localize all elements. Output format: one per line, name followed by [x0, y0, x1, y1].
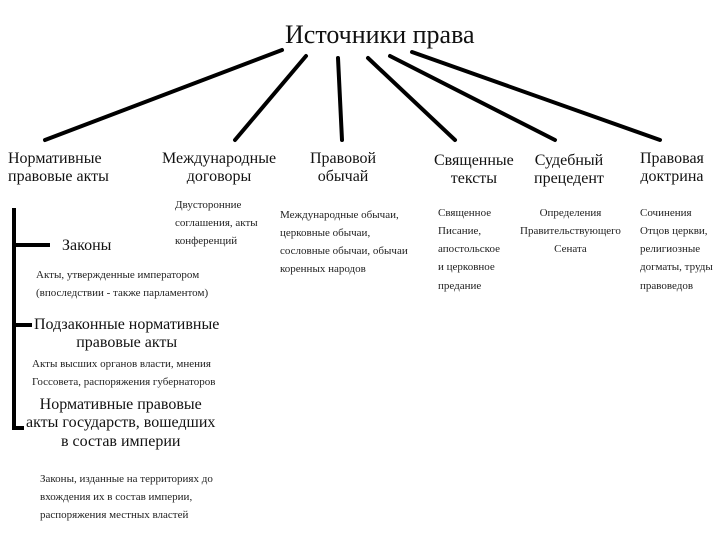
detail-line: (впоследствии - также парламентом) [36, 287, 209, 300]
column-legal-doctrine-heading [640, 150, 704, 187]
detail-line: коренных народов [280, 263, 366, 276]
heading-line: Подзаконные нормативные [34, 316, 220, 333]
detail-line: сословные обычаи, обычаи [280, 245, 408, 258]
detail-line: церковные обычаи, [280, 227, 371, 240]
detail-line: предание [438, 279, 482, 292]
column-judicial-precedent-heading [534, 152, 604, 189]
heading-line: правовые акты [76, 334, 178, 352]
sub-item-annexed-states-acts-heading [26, 396, 215, 451]
detail-line: религиозные [640, 243, 701, 256]
connector-to-legal-custom [338, 58, 342, 140]
heading-line: доктрина [640, 168, 704, 186]
detail-line: вхождения их в состав империи, [40, 491, 193, 504]
heading-line: Правовой [310, 150, 377, 167]
detail-line: Акты, утвержденные императором [36, 269, 200, 281]
detail-line: правоведов [640, 279, 694, 292]
detail-line: Госсовета, распоряжения губернаторов [32, 376, 216, 389]
detail-line: Акты высших органов власти, мнения [32, 358, 211, 370]
connector-to-international-treaties [235, 56, 306, 140]
detail-line: Определения [539, 207, 602, 219]
connector-to-sacred-texts [368, 58, 455, 140]
connector-to-legal-doctrine [412, 52, 660, 140]
sub-item-bylaws-heading [34, 316, 219, 353]
heading-line: правовые акты [8, 168, 109, 186]
sub-item-bylaws-details [32, 355, 215, 391]
connector-to-judicial-precedent [390, 56, 555, 140]
heading-line: обычай [317, 168, 369, 186]
detail-line: Двусторонние [175, 199, 242, 211]
column-sacred-texts-details [438, 204, 500, 295]
heading-line: Правовая [640, 150, 704, 167]
detail-line: Правительствующего [520, 225, 621, 238]
detail-line: Отцов церкви, [640, 225, 708, 238]
heading-line: прецедент [534, 170, 604, 188]
sub-item-annexed-states-acts-details [40, 470, 213, 524]
detail-line: Сочинения [640, 207, 692, 219]
heading-line: Судебный [534, 152, 604, 169]
detail-line: Законы, изданные на территориях до [40, 473, 213, 485]
column-legal-custom-heading [310, 150, 376, 187]
column-sacred-texts-heading [434, 152, 514, 189]
column-legal-custom-details [280, 206, 408, 279]
detail-line: догматы, труды [640, 261, 713, 274]
diagram-title: Источники права [285, 20, 475, 49]
heading-line: акты государств, вошедших [26, 414, 216, 432]
detail-line: конференций [175, 235, 238, 248]
heading-line: Законы [62, 237, 112, 254]
column-international-treaties-details [175, 196, 258, 250]
detail-line: Международные обычаи, [280, 209, 399, 221]
detail-line: соглашения, акты [175, 217, 258, 230]
detail-line: Писание, [438, 225, 482, 238]
heading-line: Нормативные [8, 150, 102, 167]
detail-line: распоряжения местных властей [40, 509, 189, 522]
column-legal-doctrine-details [640, 204, 713, 295]
column-international-treaties-heading [162, 150, 276, 187]
column-normative-acts-heading [8, 150, 109, 187]
detail-line: Сената [554, 243, 587, 256]
heading-line: Международные [162, 150, 277, 167]
heading-line: договоры [186, 168, 252, 186]
sub-item-laws-details [36, 266, 208, 302]
detail-line: апостольское [438, 243, 500, 256]
column-judicial-precedent-details [520, 204, 621, 258]
heading-line: в состав империи [60, 432, 181, 450]
heading-line: Нормативные правовые [39, 396, 202, 413]
detail-line: и церковное [438, 261, 495, 274]
sub-item-laws-heading [62, 237, 111, 255]
detail-line: Священное [438, 207, 492, 219]
heading-line: тексты [450, 170, 498, 188]
heading-line: Священные [434, 152, 514, 169]
